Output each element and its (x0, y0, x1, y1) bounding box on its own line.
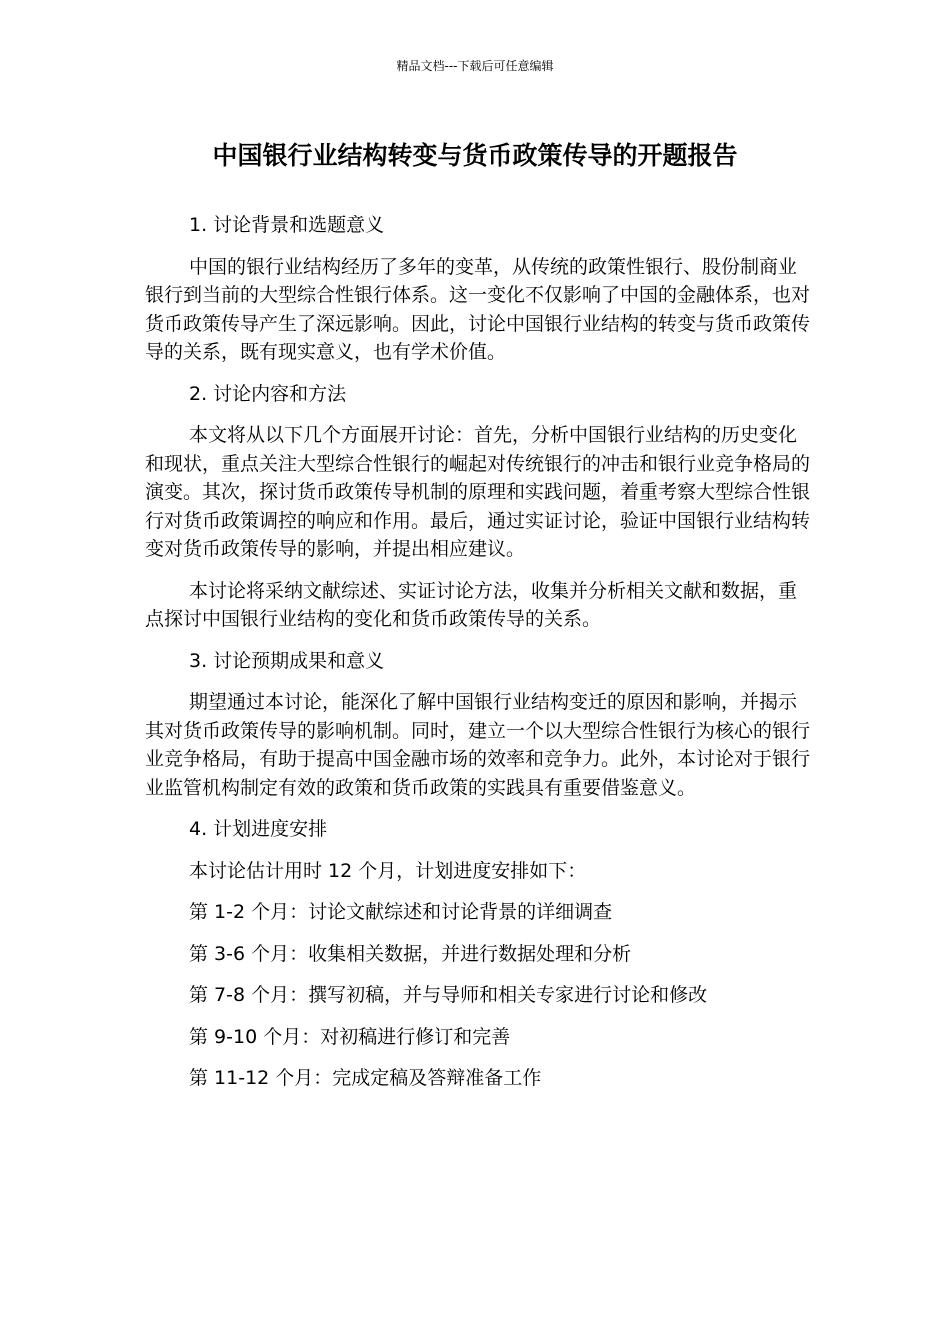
paragraph-content: 本文将从以下几个方面展开讨论：首先，分析中国银行业结构的历史变化和现状，重点关注大型综合性银行的崛起对传统银行的冲击和银行业竞争格局的演变。其次，探讨货币政策传导机制的原理和实践问题，着重考察大型综合性银行对货币政策调控的响应和作用。最后，通过实证讨论，验证中国银行业结构转变对货币政策传导的影响，并提出相应建议。 (145, 424, 811, 560)
schedule-intro: 本讨论估计用时 12 个月，计划进度安排如下： (189, 859, 587, 882)
section-heading-expected-results: 3. 讨论预期成果和意义 (189, 649, 385, 672)
schedule-item: 第 3-6 个月：收集相关数据，并进行数据处理和分析 (189, 942, 632, 965)
schedule-item: 第 1-2 个月：讨论文献综述和讨论背景的详细调查 (189, 901, 613, 923)
section-heading-schedule: 4. 计划进度安排 (189, 818, 328, 840)
page-header: 精品文档---下载后可任意编辑 (396, 59, 554, 73)
section-heading-content-method: 2. 讨论内容和方法 (189, 382, 347, 405)
paragraph-method: 本讨论将采纳文献综述、实证讨论方法，收集并分析相关文献和数据，重点探讨中国银行业结构的变化和货币政策传导的关系。 (145, 579, 798, 630)
paragraph-expected-results: 期望通过本讨论，能深化了解中国银行业结构变迁的原因和影响，并揭示其对货币政策传导的影响机制。同时，建立一个以大型综合性银行为核心的银行业竞争格局，有助于提高中国金融市场的效率和竞争力。此外，本讨论对于银行业监管机构制定有效的政策和货币政策的实践具有重要借鉴意义。 (145, 691, 811, 799)
paragraph-background: 中国的银行业结构经历了多年的变革，从传统的政策性银行、股份制商业银行到当前的大型综合性银行体系。这一变化不仅影响了中国的金融体系，也对货币政策传导产生了深远影响。因此，讨论中国银行业结构的转变与货币政策传导的关系，既有现实意义，也有学术价值。 (145, 255, 811, 363)
schedule-item: 第 11-12 个月：完成定稿及答辩准备工作 (189, 1067, 542, 1089)
schedule-item: 第 7-8 个月：撰写初稿，并与导师和相关专家进行讨论和修改 (189, 984, 708, 1006)
schedule-item: 第 9-10 个月：对初稿进行修订和完善 (189, 1025, 511, 1048)
section-heading-background: 1. 讨论背景和选题意义 (189, 214, 385, 236)
document-title: 中国银行业结构转变与货币政策传导的开题报告 (212, 141, 738, 170)
document-body (145, 211, 810, 1106)
